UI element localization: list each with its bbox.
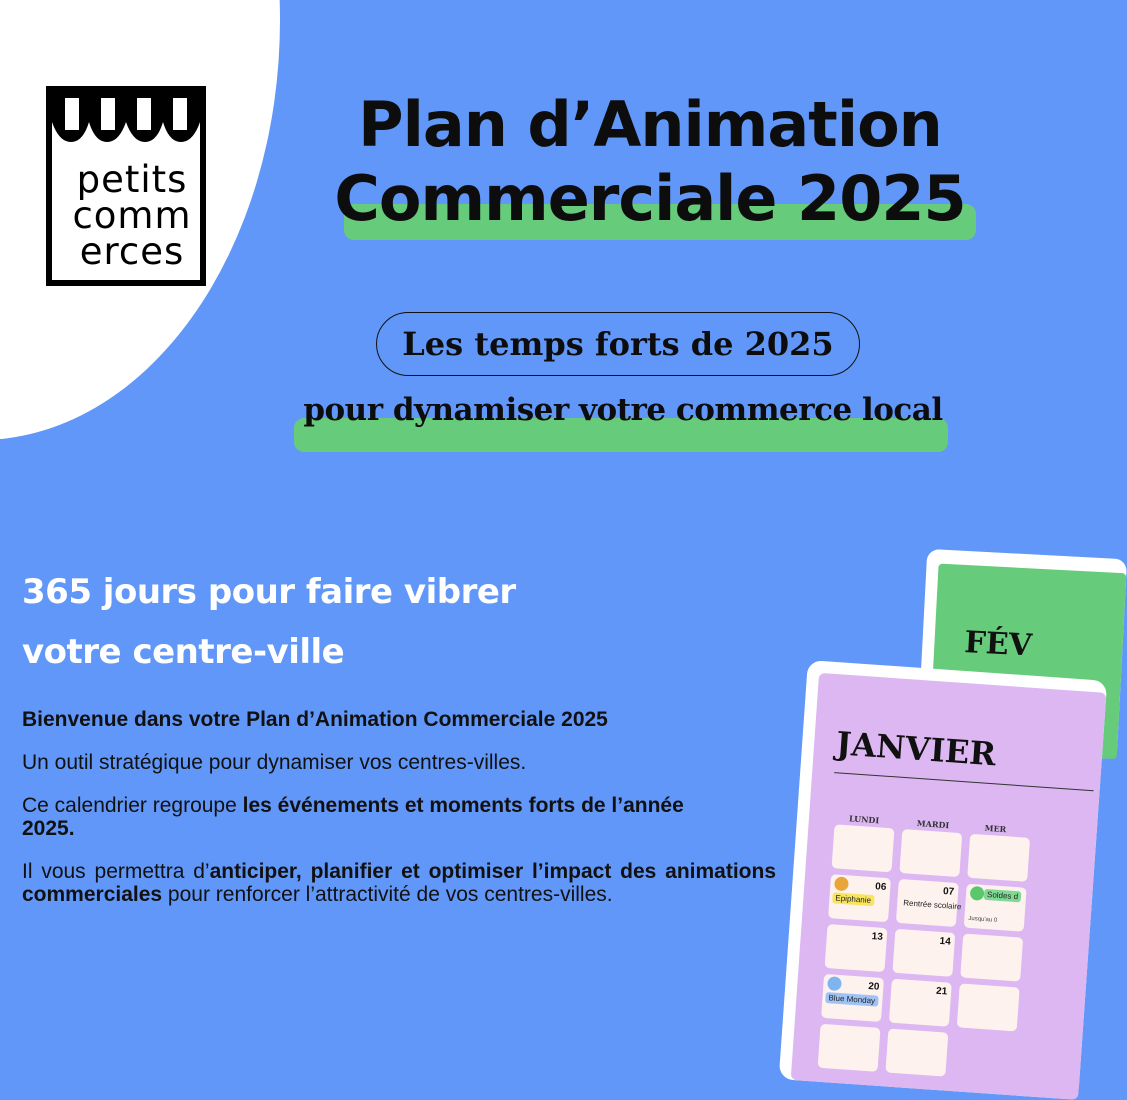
calendar-cell [964, 884, 1027, 932]
calendar-cell [821, 974, 884, 1022]
day-number: 13 [871, 931, 884, 943]
january-card [779, 660, 1108, 1100]
sad-face-icon [827, 976, 842, 991]
awning-icon [52, 92, 200, 152]
calendar-cell [957, 983, 1020, 1031]
day-header-wednesday: MER [984, 822, 1007, 835]
section-headline [22, 562, 582, 682]
day-number: 20 [867, 981, 880, 993]
day-number: 06 [874, 881, 887, 894]
month-title: JANVIER [834, 724, 998, 774]
paragraph-2-bold: les événements et moments forts de l’année 2025. [22, 794, 684, 840]
title-line-1: Plan d’Animation [358, 88, 942, 161]
welcome-text: Bienvenue dans votre Plan d’Animation Commerciale 2025 [22, 708, 608, 731]
day-header-monday: LUNDI [848, 813, 880, 826]
page-title [300, 88, 1000, 236]
calendar-cell [967, 834, 1030, 882]
headline-line-1: 365 jours pour faire vibrer [22, 572, 516, 612]
event-rentree: Rentrée scolaire [902, 898, 962, 912]
calendar-cell [885, 1029, 948, 1077]
logo-text [62, 158, 202, 273]
intro-paragraph-1: Un outil stratégique pour dynamiser vos centres-villes. [22, 751, 527, 774]
headline-line-2: votre centre-ville [22, 632, 345, 672]
day-header-tuesday: MARDI [916, 818, 950, 831]
logo-line: petits [76, 158, 188, 201]
calendar-cell [899, 829, 962, 877]
logo-line: comm [72, 194, 192, 237]
calendar-cell [832, 824, 895, 872]
january-card-inner [791, 673, 1107, 1100]
subline: pour dynamiser votre commerce local [303, 392, 943, 428]
calendar-cell [896, 879, 962, 927]
logo-line: erces [79, 230, 185, 273]
paragraph-3-end: pour renforcer l’attractivité de vos centres-villes. [162, 883, 613, 906]
paragraph-3-bold: anticiper, planifier et optimiser l’impact des animations commerciales [22, 860, 777, 906]
shopping-icon [970, 886, 985, 901]
subtitle-pill: Les temps forts de 2025 [376, 312, 860, 376]
month-divider [834, 772, 1093, 791]
february-label: FÉV [963, 625, 1033, 664]
day-number: 21 [935, 985, 948, 998]
title-line-2-text: Commerciale 2025 [334, 162, 966, 235]
calendar-cell [818, 1024, 881, 1072]
calendar-cell [825, 924, 888, 972]
galette-icon [834, 876, 849, 891]
intro-paragraph-2 [22, 794, 742, 840]
day-number: 07 [942, 885, 955, 898]
intro-text [22, 708, 776, 926]
calendar-cell [892, 929, 955, 977]
calendar-cell [960, 933, 1023, 981]
event-epiphanie: Epiphanie [832, 892, 874, 906]
day-number: 14 [939, 935, 952, 948]
event-soldes-detail: Jusqu'au 0 [968, 915, 998, 924]
title-line-2 [334, 162, 965, 236]
petits-commerces-logo [46, 86, 206, 286]
paragraph-3-text: Il vous permettra d’ [22, 860, 210, 883]
paragraph-2-text: Ce calendrier regroupe [22, 794, 243, 817]
event-blue-monday: Blue Monday [825, 992, 878, 1007]
calendar-cell [828, 874, 891, 922]
calendar-cell [889, 979, 952, 1027]
intro-paragraph-3 [22, 860, 776, 906]
event-soldes: Soldes d [984, 889, 1022, 903]
